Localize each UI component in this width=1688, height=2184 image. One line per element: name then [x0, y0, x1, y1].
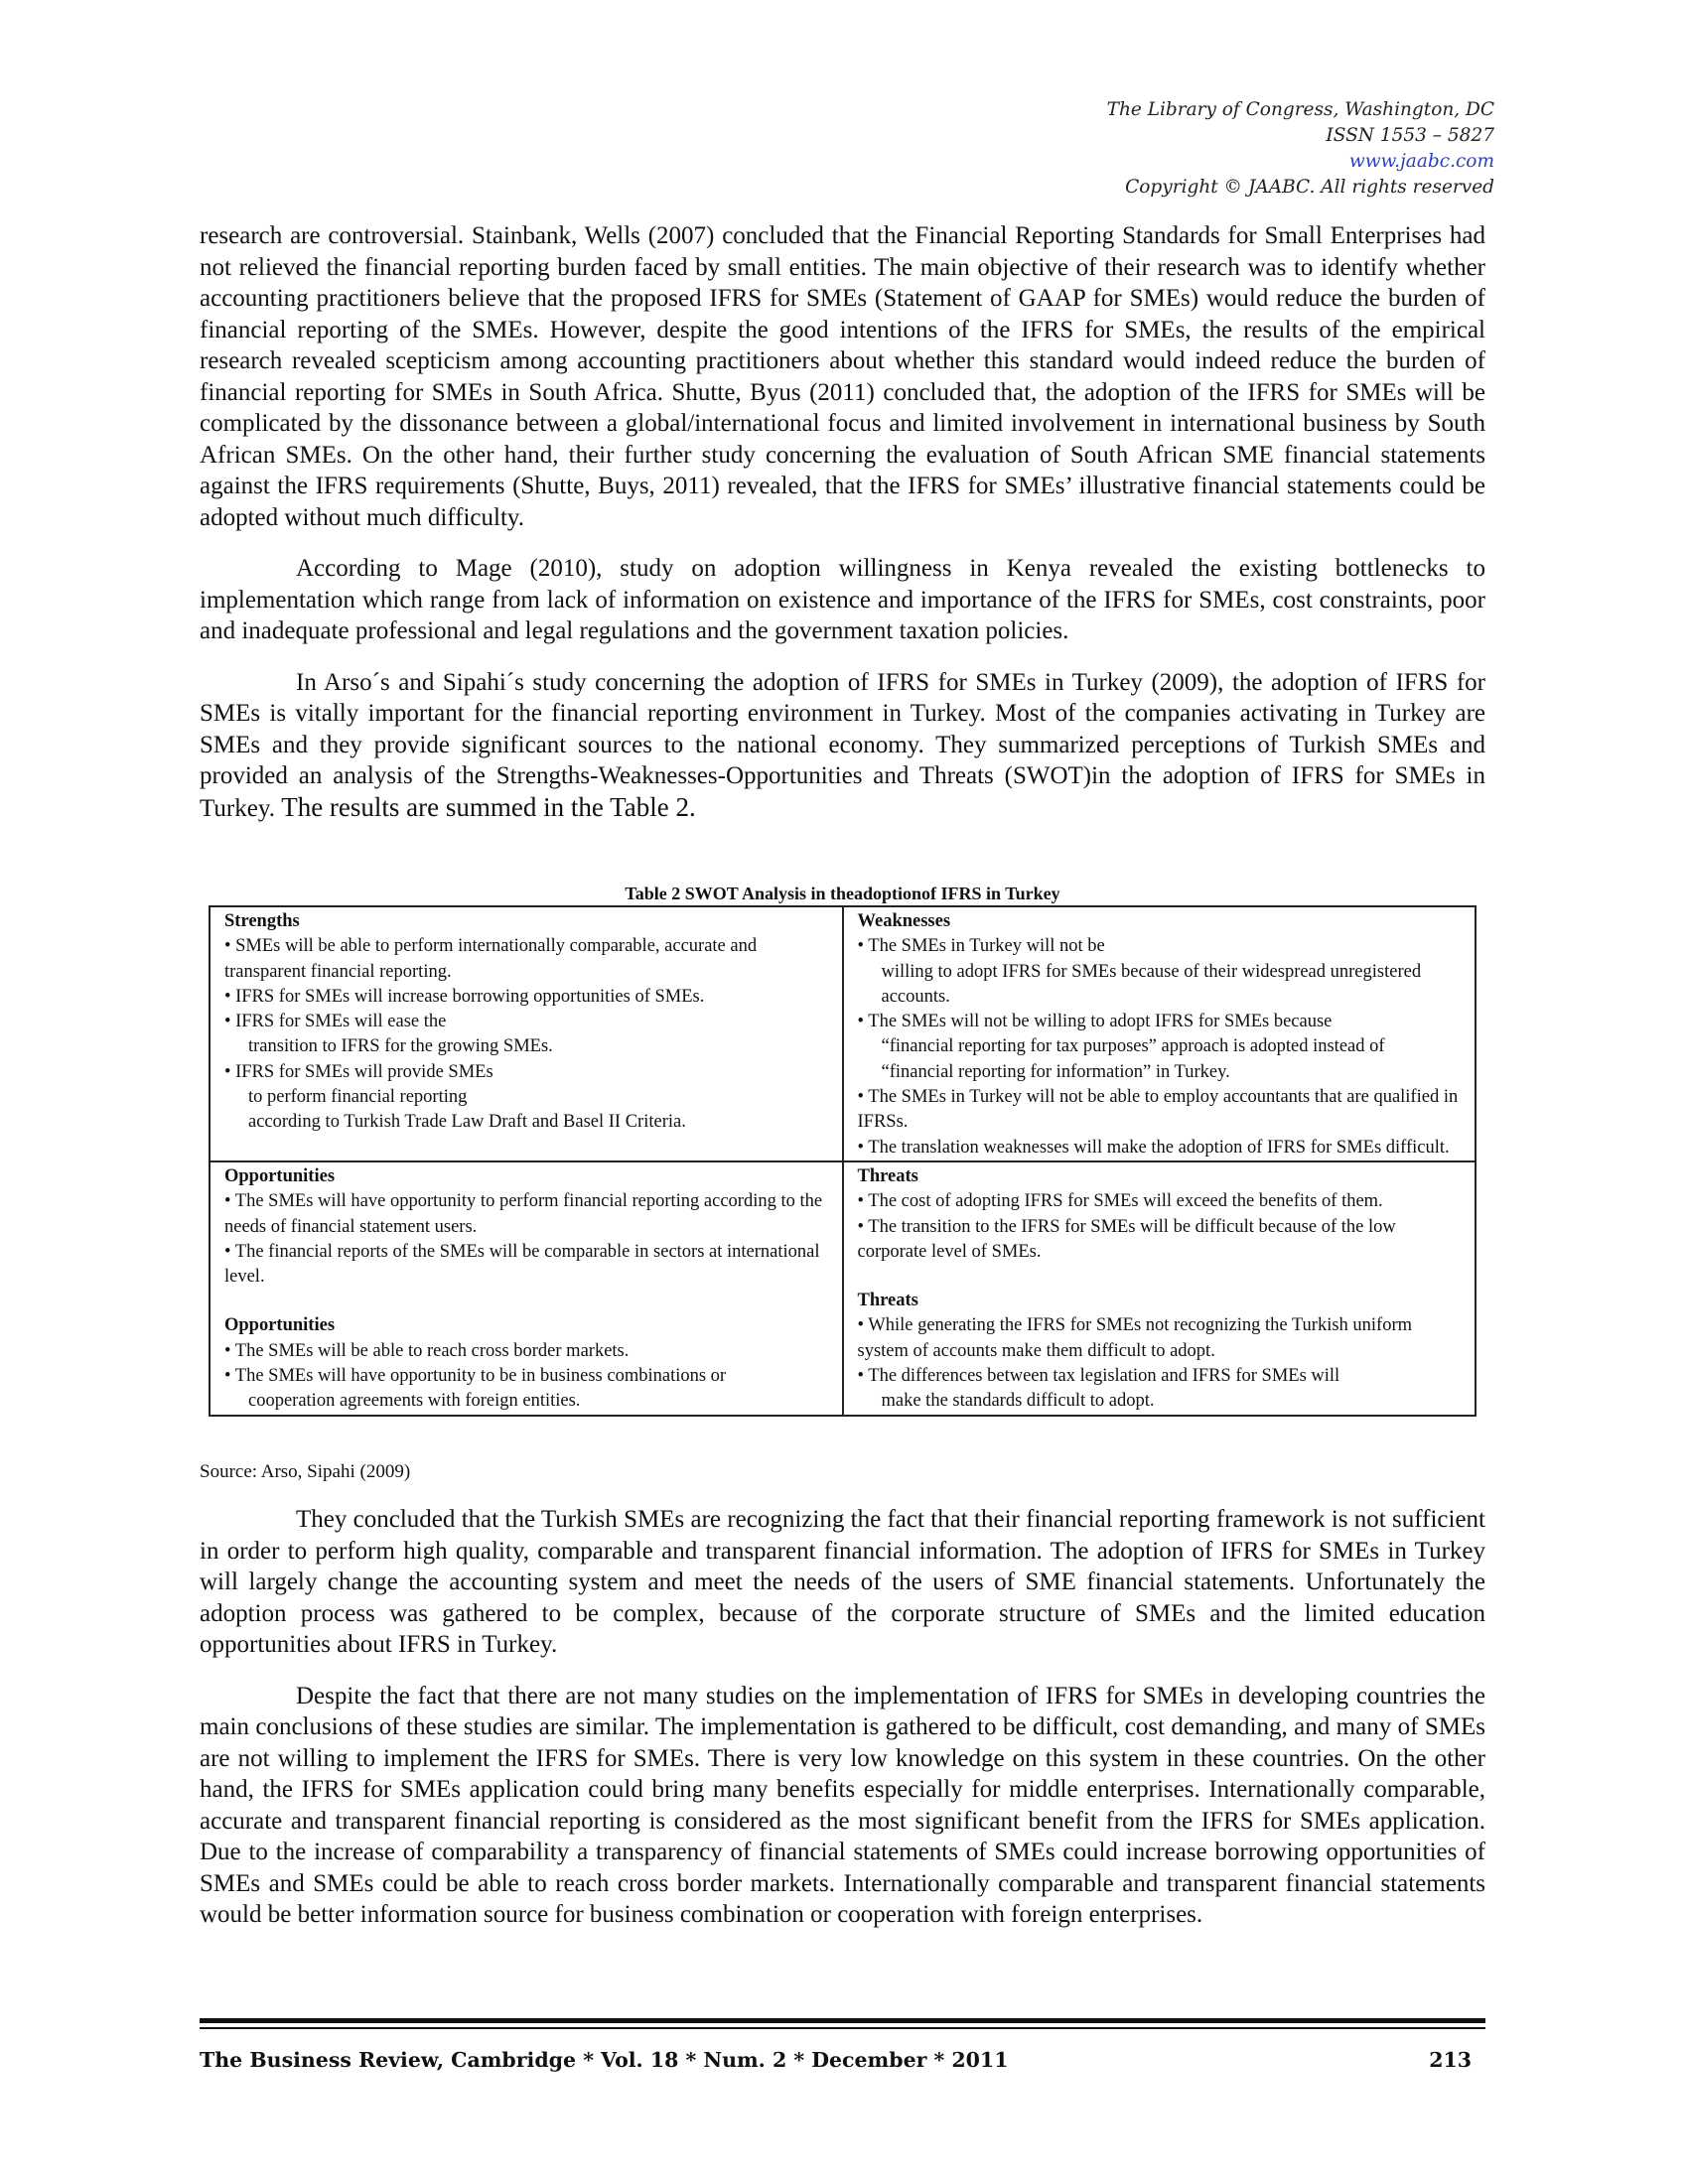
- running-header: [1107, 97, 1494, 201]
- table-row: [210, 1161, 1476, 1416]
- opportunities-heading-2: Opportunities: [224, 1315, 336, 1336]
- spacer: [224, 1290, 828, 1313]
- body-text-lower: [200, 1504, 1485, 1931]
- list-item: • SMEs will be able to perform internationally comparable, accurate and transparent financial reporting.: [224, 936, 758, 982]
- footer-journal: The Business Review, Cambridge * Vol. 18 * Num. 2 * December * 2011: [200, 2048, 1009, 2072]
- list-item: • The SMEs in Turkey will not be able to employ accountants that are qualified in IFRSs.: [857, 1087, 1459, 1133]
- table-row: [210, 906, 1476, 1161]
- list-item: • The cost of adopting IFRS for SMEs will exceed the benefits of them.: [857, 1191, 1383, 1212]
- list-item: • The SMEs will have opportunity to perform financial reporting according to the needs of financial statement users.: [224, 1191, 823, 1237]
- paragraph-2: According to Mage (2010), study on adoption willingness in Kenya revealed the existing bottlenecks to implementation which range from lack of information on existence and importance of the IFRS for SMEs, cost constraints, poor and inadequate professional and legal regulations and the government taxation policies.: [200, 555, 1485, 644]
- list-item: • While generating the IFRS for SMEs not recognizing the Turkish uniform system of accounts make them difficult to adopt.: [857, 1315, 1413, 1361]
- opportunities-heading: Opportunities: [224, 1165, 336, 1186]
- paragraph-3-text: In Arso´s and Sipahi´s study concerning the adoption of IFRS for SMEs in Turkey (2009), the adoption of IFRS for SMEs is vitally important for the financial reporting environment in Turkey. Most of the companies activating in Turkey are SMEs and they provide significant sources to the national economy. They summarized perceptions of Turkish SMEs and provided an analysis of the Strengths-Weaknesses-Opportunities and Threats (SWOT)in the adoption of IFRS for SMEs in Turkey.: [200, 668, 1485, 822]
- swot-table: [209, 905, 1477, 1417]
- table-source: Source: Arso, Sipahi (2009): [200, 1461, 411, 1482]
- list-item: • IFRS for SMEs will provide SMEs: [224, 1061, 493, 1082]
- body-text-upper: [200, 220, 1485, 824]
- weaknesses-cell: [843, 906, 1477, 1161]
- header-library: The Library of Congress, Washington, DC: [1106, 99, 1494, 120]
- paragraph-5: Despite the fact that there are not many studies on the implementation of IFRS for SMEs in developing countries the main conclusions of these studies are similar. The implementation is gathered to be difficult, cost demanding, and many of SMEs are not willing to implement the IFRS for SMEs. There is very low knowledge on this system in these countries. On the other hand, the IFRS for SMEs application could bring many benefits especially for middle enterprises. Internationally comparable, accurate and transparent financial reporting is considered as the most significant benefit from the IFRS for SMEs application. Due to the increase of comparability a transparency of financial statements of SMEs could increase borrowing opportunities of SMEs and SMEs could be able to reach cross border markets. Internationally comparable and transparent financial statements would be better information source for business combination or cooperation with foreign enterprises.: [200, 1682, 1485, 1928]
- list-item: to perform financial reporting: [248, 1087, 468, 1108]
- strengths-cell: [210, 906, 843, 1161]
- strengths-heading: Strengths: [224, 911, 300, 931]
- list-item: • The SMEs will not be willing to adopt IFRS for SMEs because: [857, 1012, 1333, 1032]
- threats-heading-2: Threats: [857, 1291, 918, 1311]
- paragraph-4: They concluded that the Turkish SMEs are recognizing the fact that their financial reporting framework is not sufficient in order to perform high quality, comparable and transparent financial information. The adoption of IFRS for SMEs in Turkey will largely change the accounting system and meet the needs of the users of SME financial statements. Unfortunately the adoption process was gathered to be complex, because of the corporate structure of SMEs and the limited education opportunities about IFRS in Turkey.: [200, 1506, 1485, 1658]
- list-item: • The transition to the IFRS for SMEs will be difficult because of the low corporate level of SMEs.: [857, 1216, 1396, 1262]
- opportunities-cell: [210, 1161, 843, 1416]
- list-item: • The differences between tax legislation and IFRS for SMEs will: [857, 1366, 1340, 1387]
- list-item: • The SMEs will be able to reach cross border markets.: [224, 1340, 630, 1361]
- header-url-link[interactable]: www.jaabc.com: [1348, 151, 1494, 172]
- list-item: cooperation agreements with foreign entities.: [248, 1391, 581, 1412]
- table-caption: Table 2 SWOT Analysis in theadoptionof IFRS in Turkey: [625, 884, 1060, 903]
- paragraph-3-emphasis: The results are summed in the Table 2.: [281, 791, 696, 822]
- list-item: • The translation weaknesses will make the adoption of IFRS for SMEs difficult.: [857, 1137, 1450, 1158]
- list-item: • IFRS for SMEs will increase borrowing opportunities of SMEs.: [224, 986, 705, 1007]
- list-item: • The SMEs in Turkey will not be: [857, 936, 1105, 957]
- list-item: • IFRS for SMEs will ease the: [224, 1012, 447, 1032]
- header-copyright: Copyright © JAABC. All rights reserved: [1125, 177, 1494, 198]
- list-item: make the standards difficult to adopt.: [881, 1391, 1155, 1412]
- footer-rule-thin: [200, 2027, 1485, 2029]
- list-item: willing to adopt IFRS for SMEs because of their widespread unregistered accounts.: [881, 961, 1422, 1007]
- list-item: transition to IFRS for the growing SMEs.: [248, 1036, 553, 1057]
- list-item: “financial reporting for tax purposes” approach is adopted instead of “financial reporting for information” in Turkey.: [881, 1036, 1385, 1082]
- list-item: • The SMEs will have opportunity to be in business combinations or: [224, 1366, 727, 1387]
- footer-rule-thick: [200, 2018, 1485, 2023]
- paragraph-3: [200, 667, 1485, 825]
- header-issn: ISSN 1553 – 5827: [1326, 125, 1494, 146]
- weaknesses-heading: Weaknesses: [857, 911, 951, 931]
- paragraph-1: research are controversial. Stainbank, Wells (2007) concluded that the Financial Reporting Standards for Small Enterprises had not relieved the financial reporting burden faced by small entities. The main objective of their research was to identify whether accounting practitioners believe that the proposed IFRS for SMEs (Statement of GAAP for SMEs) would reduce the burden of financial reporting of the SMEs. However, despite the good intentions of the IFRS for SMEs, the results of the empirical research revealed scepticism among accounting practitioners about whether this standard would indeed reduce the burden of financial reporting for SMEs in South Africa. Shutte, Byus (2011) concluded that, the adoption of the IFRS for SMEs will be complicated by the dissonance between a global/international focus and limited involvement in international business by South African SMEs. On the other hand, their further study concerning the evaluation of South African SME financial statements against the IFRS requirements (Shutte, Buys, 2011) revealed, that the IFRS for SMEs’ illustrative financial statements could be adopted without much difficulty.: [200, 222, 1485, 531]
- threats-heading: Threats: [857, 1165, 918, 1186]
- list-item: • The financial reports of the SMEs will be comparable in sectors at international level.: [224, 1241, 820, 1288]
- threats-cell: [843, 1161, 1477, 1416]
- spacer: [858, 1265, 1462, 1289]
- page-number: 213: [1429, 2048, 1472, 2072]
- list-item: according to Turkish Trade Law Draft and Basel II Criteria.: [248, 1112, 686, 1133]
